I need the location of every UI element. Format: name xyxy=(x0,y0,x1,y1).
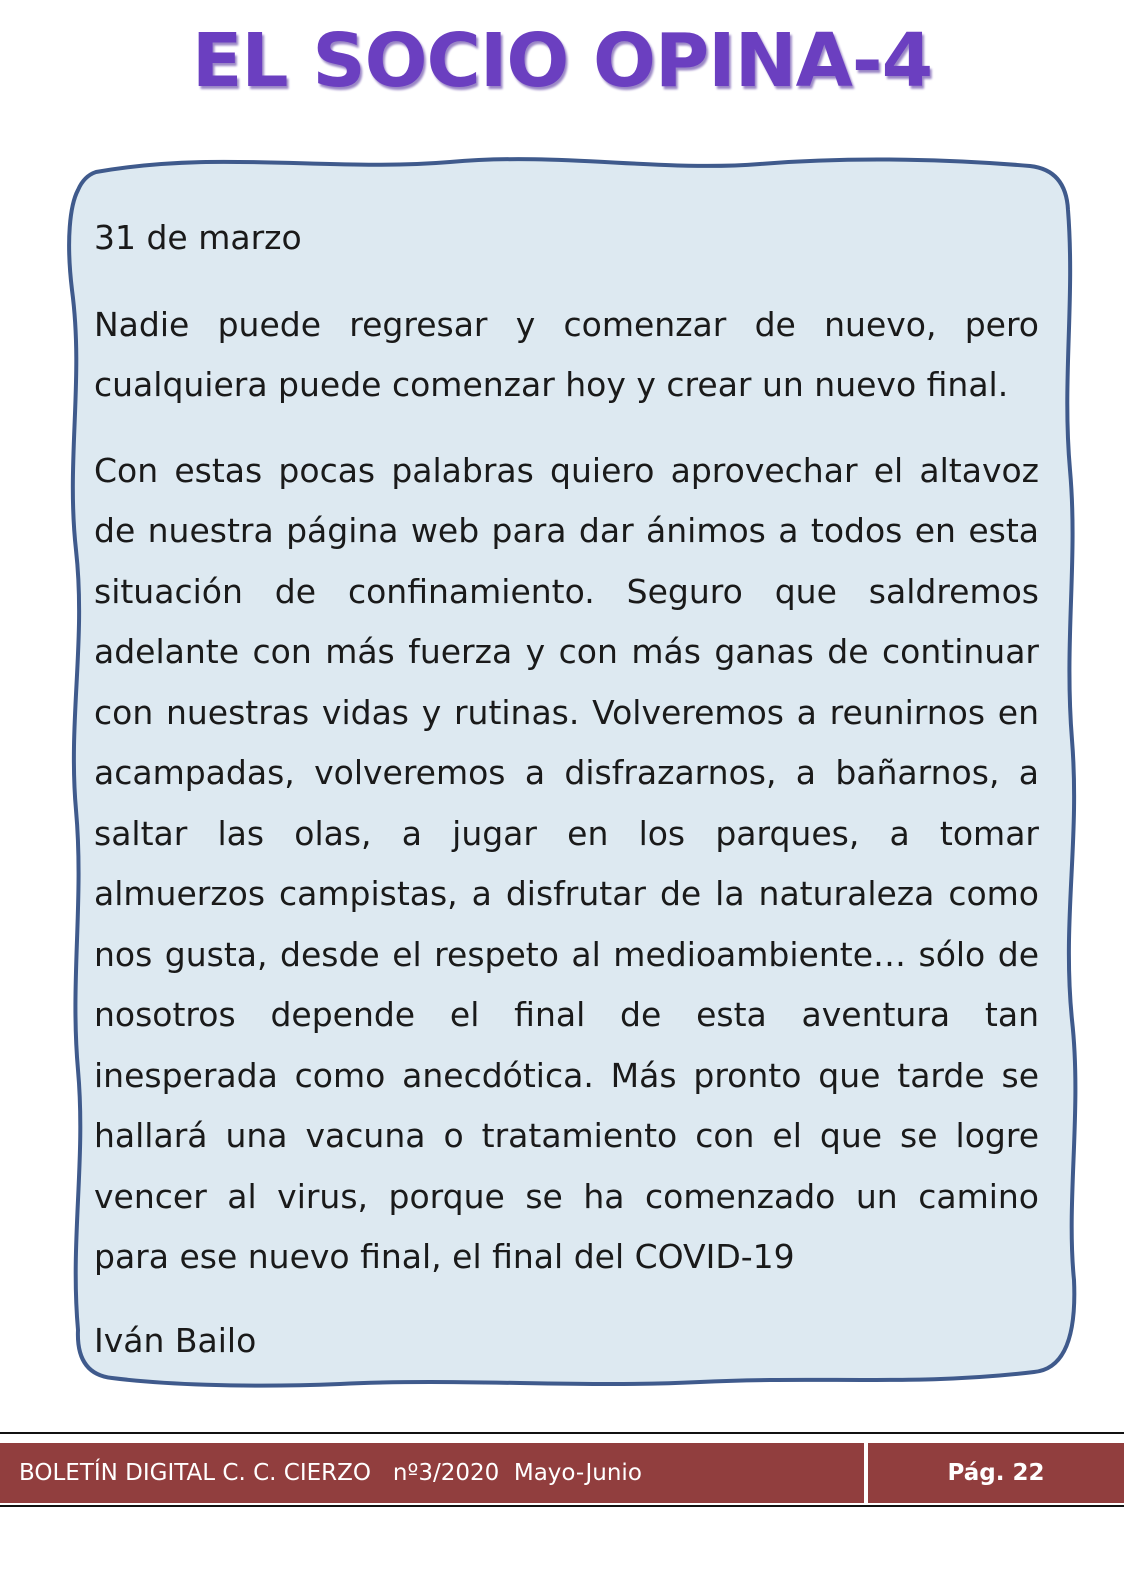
footer-publication: BOLETÍN DIGITAL C. C. CIERZO nº3/2020 Mayo-Junio xyxy=(19,1460,642,1486)
article-quote: Nadie puede regresar y comenzar de nuevo, pero cualquiera puede comenzar hoy y crear un nuevo final. xyxy=(94,304,1039,404)
footer-top-rule xyxy=(0,1432,1124,1434)
article-date: 31 de marzo xyxy=(94,218,302,257)
article-body: Con estas pocas palabras quiero aprovechar el altavoz de nuestra página web para dar ánimos a todos en esta situación de confinamiento. Seguro que saldremos adelante con más fuerza y con más ganas de continuar con nuestras vidas y rutinas. Volveremos a reunirnos en acampadas, volveremos a disfrazarnos, a bañarnos, a saltar las olas, a jugar en los parques, a tomar almuerzos campistas, a disfrutar de la naturaleza como nos gusta, desde el respeto al medioambiente… sólo de nosotros depende el final de esta aventura tan inesperada como anecdótica. Más pronto que tarde se hallará una vacuna o tratamiento con el que se logre vencer al virus, porque se ha comenzado un camino para ese nuevo final, el final del COVID-19 xyxy=(94,450,1039,1276)
footer-page-number: Pág. 22 xyxy=(947,1460,1045,1486)
footer-bottom-rule xyxy=(0,1505,1124,1507)
page-title: EL SOCIO OPINA-4 xyxy=(191,18,933,104)
article xyxy=(94,208,1039,1371)
article-author: Iván Bailo xyxy=(94,1320,257,1360)
